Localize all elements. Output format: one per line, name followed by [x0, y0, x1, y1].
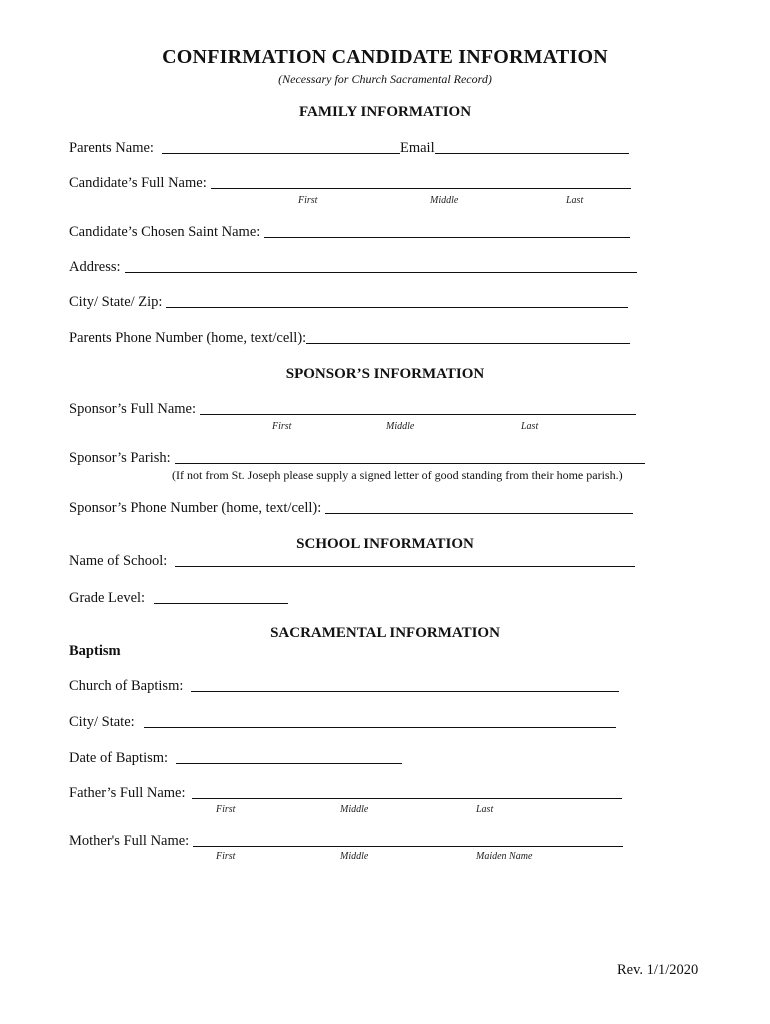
form-subtitle: (Necessary for Church Sacramental Record): [278, 72, 492, 86]
form-title: CONFIRMATION CANDIDATE INFORMATION: [162, 46, 608, 68]
parents-phone-row: [69, 330, 630, 347]
email-label: Email: [399, 140, 435, 156]
father-middle-hint: Middle: [340, 804, 369, 815]
sponsor-phone-field[interactable]: [325, 512, 633, 514]
grade-level-row: [69, 590, 288, 607]
sponsor-phone-label: Sponsor’s Phone Number (home, text/cell):: [69, 500, 322, 516]
mother-maiden-hint: Maiden Name: [476, 851, 533, 862]
sponsor-name-row: [69, 401, 636, 418]
father-name-field[interactable]: [192, 797, 622, 799]
baptism-date-field[interactable]: [176, 762, 402, 764]
candidate-last-hint: Last: [566, 195, 584, 206]
sponsor-first-hint: First: [272, 421, 292, 432]
saint-name-field[interactable]: [264, 236, 630, 238]
email-field[interactable]: [435, 152, 629, 154]
baptism-city-row: [69, 714, 616, 731]
school-name-label: Name of School:: [69, 553, 168, 569]
baptism-date-label: Date of Baptism:: [69, 750, 169, 766]
school-name-field[interactable]: [175, 565, 635, 567]
mother-name-label: Mother's Full Name:: [69, 833, 190, 849]
address-field[interactable]: [125, 271, 637, 273]
address-label: Address:: [69, 259, 121, 275]
sacramental-heading: SACRAMENTAL INFORMATION: [270, 625, 500, 641]
parents-name-label: Parents Name:: [69, 140, 154, 156]
father-first-hint: First: [216, 804, 236, 815]
candidate-middle-hint: Middle: [430, 195, 459, 206]
baptism-city-field[interactable]: [144, 726, 616, 728]
sponsor-heading: SPONSOR’S INFORMATION: [285, 366, 485, 382]
city-state-zip-field[interactable]: [166, 306, 628, 308]
baptism-date-row: [69, 750, 402, 767]
baptism-church-field[interactable]: [191, 690, 619, 692]
candidate-name-field[interactable]: [211, 187, 631, 189]
school-name-row: [69, 553, 635, 570]
parents-phone-label: Parents Phone Number (home, text/cell):: [69, 330, 307, 346]
parents-phone-field[interactable]: [306, 342, 630, 344]
baptism-church-row: [69, 678, 619, 695]
candidate-name-label: Candidate’s Full Name:: [69, 175, 207, 191]
candidate-name-row: [69, 175, 631, 192]
grade-level-field[interactable]: [154, 602, 288, 604]
revision-date: Rev. 1/1/2020: [617, 962, 699, 978]
father-name-label: Father’s Full Name:: [69, 785, 186, 801]
saint-name-row: [69, 224, 630, 241]
sponsor-name-label: Sponsor’s Full Name:: [69, 401, 197, 417]
city-state-zip-row: [69, 294, 628, 311]
mother-middle-hint: Middle: [340, 851, 369, 862]
parents-name-field[interactable]: [162, 152, 400, 154]
family-heading: FAMILY INFORMATION: [298, 104, 472, 120]
sponsor-parish-note: (If not from St. Joseph please supply a signed letter of good standing from their home parish.): [172, 468, 623, 482]
city-state-zip-label: City/ State/ Zip:: [69, 294, 163, 310]
baptism-subheading: Baptism: [69, 643, 121, 659]
father-last-hint: Last: [476, 804, 494, 815]
saint-name-label: Candidate’s Chosen Saint Name:: [69, 224, 261, 240]
baptism-church-label: Church of Baptism:: [69, 678, 184, 694]
sponsor-last-hint: Last: [521, 421, 539, 432]
sponsor-phone-row: [69, 500, 633, 517]
baptism-city-label: City/ State:: [69, 714, 135, 730]
mother-name-row: [69, 833, 623, 850]
sponsor-parish-label: Sponsor’s Parish:: [69, 450, 171, 466]
sponsor-middle-hint: Middle: [386, 421, 415, 432]
address-row: [69, 259, 637, 276]
sponsor-parish-field[interactable]: [175, 462, 645, 464]
sponsor-name-field[interactable]: [200, 413, 636, 415]
mother-name-field[interactable]: [193, 845, 623, 847]
grade-level-label: Grade Level:: [69, 590, 146, 606]
mother-first-hint: First: [216, 851, 236, 862]
sponsor-parish-row: [69, 450, 645, 467]
parents-name-row: [69, 140, 629, 157]
candidate-first-hint: First: [298, 195, 318, 206]
father-name-row: [69, 785, 622, 802]
school-heading: SCHOOL INFORMATION: [296, 536, 474, 552]
